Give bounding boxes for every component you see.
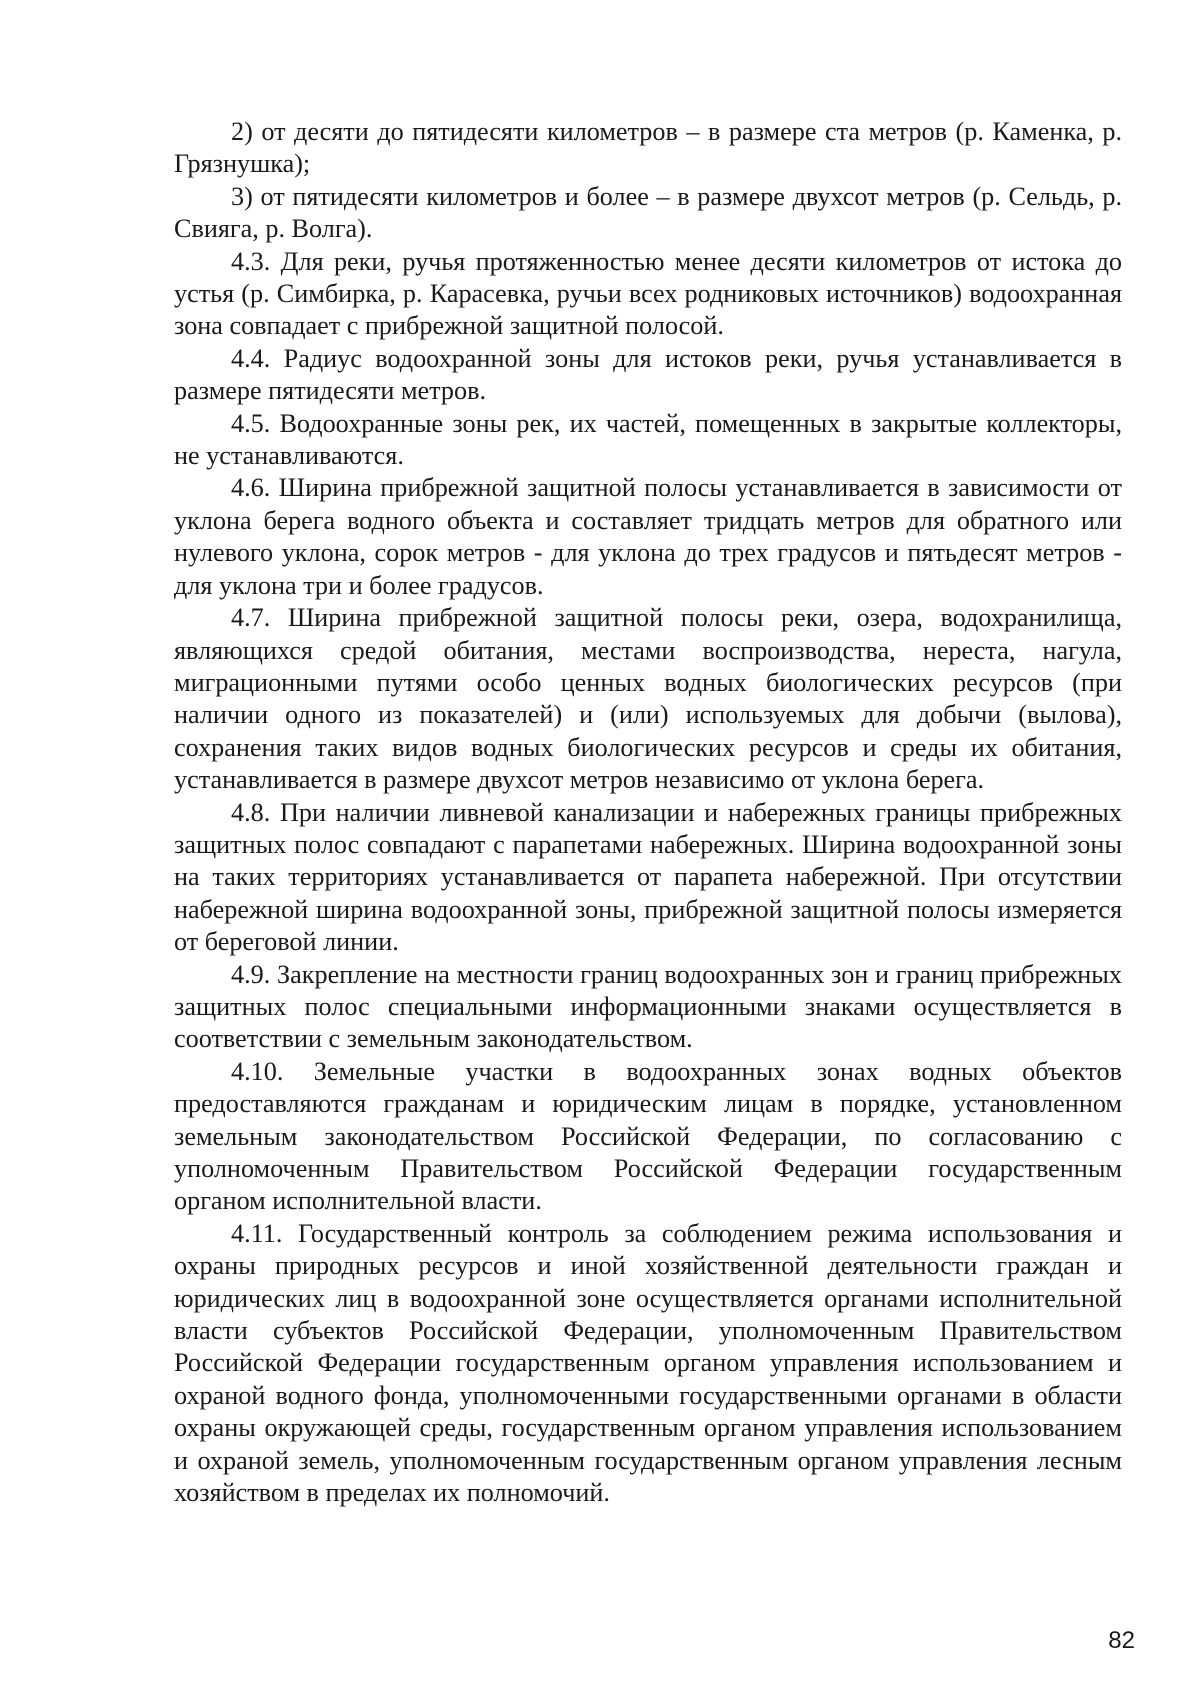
paragraph-4-8: 4.8. При наличии ливневой канализации и набережных границы прибрежных защитных полос совпадают с парапетами набережных. Ширина водоохранной зоны на таких территориях устанавливается от парапета набережной. При отсутствии набережной ширина водоохранной зоны, прибрежной защитной полосы измеряется от береговой линии. [174, 797, 1122, 957]
paragraph-4-10: 4.10. Земельные участки в водоохранных зонах водных объектов предоставляются гражданам и юридическим лицам в порядке, установленном земельным законодательством Российской Федерации, по согласованию с уполномоченным Правительством Российской Федерации государственным органом исполнительной власти. [174, 1056, 1122, 1216]
document-body [174, 116, 1122, 1509]
paragraph-4-5: 4.5. Водоохранные зоны рек, их частей, помещенных в закрытые коллекторы, не устанавливаются. [174, 408, 1122, 471]
paragraph-4-6: 4.6. Ширина прибрежной защитной полосы устанавливается в зависимости от уклона берега водного объекта и составляет тридцать метров для обратного или нулевого уклона, сорок метров - для уклона до трех градусов и пятьдесят метров - для уклона три и более градусов. [174, 473, 1122, 600]
page-number: 82 [1108, 1627, 1135, 1654]
paragraph-4-7: 4.7. Ширина прибрежной защитной полосы реки, озера, водохранилища, являющихся средой обитания, местами воспроизводства, нереста, нагула, миграционными путями особо ценных водных биологических ресурсов (при наличии одного из показателей) и (или) используемых для добычи (вылова), сохранения таких видов водных биологических ресурсов и среды их обитания, устанавливается в размере двухсот метров независимо от уклона берега. [174, 603, 1122, 795]
paragraph-item-2: 2) от десяти до пятидесяти километров – в размере ста метров (р. Каменка, р. Грязнушка); [174, 117, 1122, 179]
paragraph-4-3: 4.3. Для реки, ручья протяженностью менее десяти километров от истока до устья (р. Симбирка, р. Карасевка, ручьи всех родниковых источников) водоохранная зона совпадает с прибрежной защитной полосой. [174, 246, 1122, 341]
paragraph-item-3: 3) от пятидесяти километров и более – в размере двухсот метров (р. Сельдь, р. Свияга, р. Волга). [174, 181, 1122, 244]
paragraph-4-4: 4.4. Радиус водоохранной зоны для истоков реки, ручья устанавливается в размере пятидесяти метров. [174, 343, 1122, 406]
paragraph-4-9: 4.9. Закрепление на местности границ водоохранных зон и границ прибрежных защитных полос специальными информационными знаками осуществляется в соответствии с земельным законодательством. [174, 959, 1122, 1054]
paragraph-4-11: 4.11. Государственный контроль за соблюдением режима использования и охраны природных ресурсов и иной хозяйственной деятельности граждан и юридических лиц в водоохранной зоне осуществляется органами исполнительной власти субъектов Российской Федерации, уполномоченным Правительством Российской Федерации государственным органом управления использованием и охраной водного фонда, уполномоченными государственными органами в области охраны окружающей среды, государственным органом управления использованием и охраной земель, уполномоченным государственным органом управления лесным хозяйством в пределах их полномочий. [174, 1218, 1122, 1508]
